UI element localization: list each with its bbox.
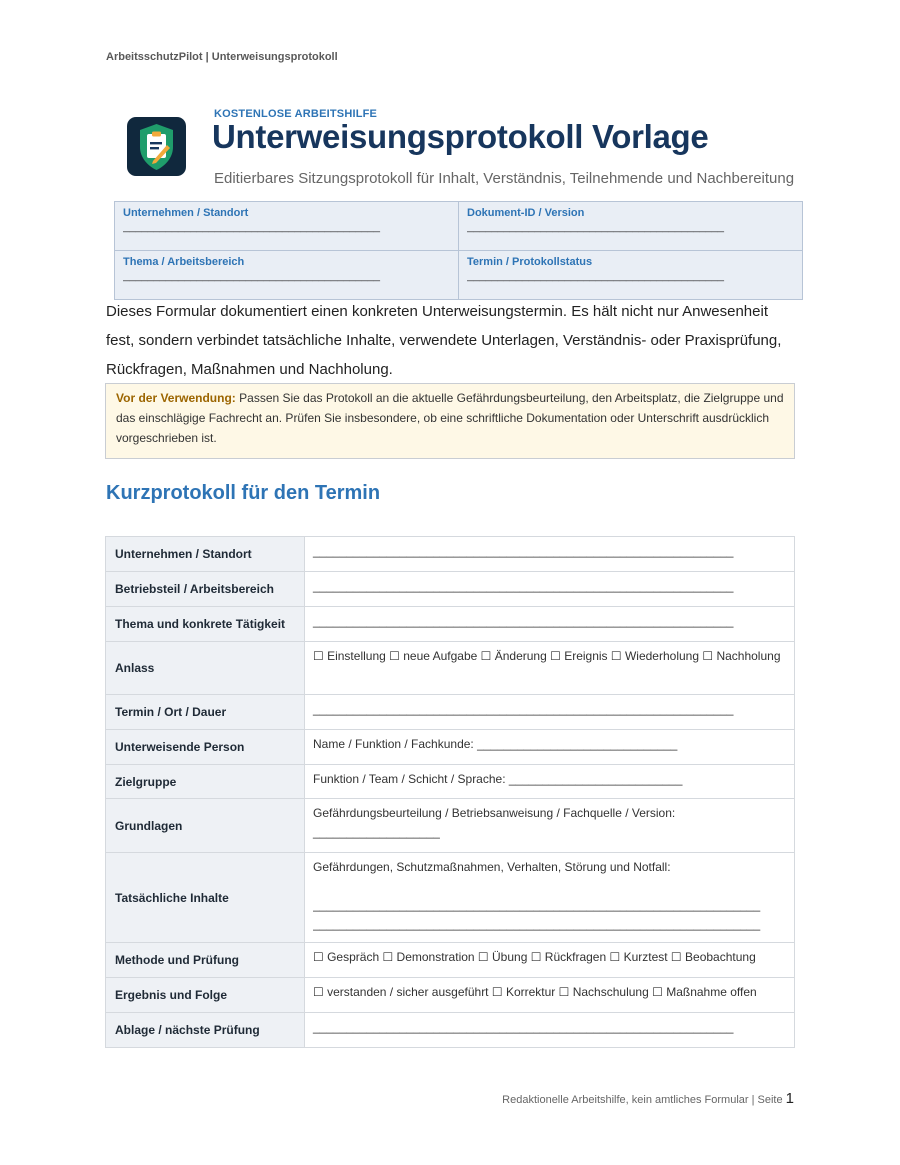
meta-docid-label: Dokument-ID / Version: [467, 207, 585, 219]
row-label-topic: Thema und konkrete Tätigkeit: [106, 607, 305, 642]
content-line-1[interactable]: ___________________________________________________________________: [313, 898, 761, 912]
row-value-date[interactable]: _______________________________________________________________: [305, 695, 795, 730]
table-row: [106, 730, 795, 765]
footer-text: Redaktionelle Arbeitshilfe, kein amtliches Formular | Seite: [502, 1094, 783, 1106]
meta-date-label: Termin / Protokollstatus: [467, 256, 593, 268]
row-value-company[interactable]: _______________________________________________________________: [305, 537, 795, 572]
row-value-content[interactable]: [305, 853, 795, 943]
running-header: ArbeitsschutzPilot | Unterweisungsprotokoll: [106, 51, 338, 63]
row-label-content: Tatsächliche Inhalte: [106, 853, 305, 943]
page-footer: [502, 1090, 794, 1107]
section-title: Kurzprotokoll für den Termin: [106, 482, 381, 504]
content-prompt: Gefährdungen, Schutzmaßnahmen, Verhalten, Störung und Notfall:: [313, 860, 671, 874]
row-value-instructor[interactable]: Name / Funktion / Fachkunde: ______________________________: [305, 730, 795, 765]
meta-company-label: Unternehmen / Standort: [123, 207, 249, 219]
row-value-group[interactable]: Funktion / Team / Schicht / Sprache: __________________________: [305, 765, 795, 799]
table-row: [106, 607, 795, 642]
row-label-date: Termin / Ort / Dauer: [106, 695, 305, 730]
table-row: [106, 799, 795, 853]
content-line-2[interactable]: ___________________________________________________________________: [313, 917, 761, 931]
row-label-reason: Anlass: [106, 642, 305, 695]
document-title: Unterweisungsprotokoll Vorlage: [212, 118, 709, 155]
document-meta-table: [114, 201, 803, 300]
row-value-area[interactable]: _______________________________________________________________: [305, 572, 795, 607]
row-label-group: Zielgruppe: [106, 765, 305, 799]
row-value-filing[interactable]: _______________________________________________________________: [305, 1013, 795, 1048]
usage-notice: [105, 383, 795, 459]
table-row: [106, 943, 795, 978]
table-row: [106, 765, 795, 799]
row-value-topic[interactable]: _______________________________________________________________: [305, 607, 795, 642]
row-label-method: Methode und Prüfung: [106, 943, 305, 978]
meta-docid-line[interactable]: __________________________________________: [467, 221, 724, 233]
page-number: 1: [785, 1090, 794, 1107]
row-value-result[interactable]: ☐ verstanden / sicher ausgeführt ☐ Korrektur ☐ Nachschulung ☐ Maßnahme offen: [305, 978, 795, 1013]
eyebrow-label: KOSTENLOSE ARBEITSHILFE: [214, 108, 378, 120]
meta-topic-field[interactable]: [115, 251, 459, 300]
meta-topic-label: Thema / Arbeitsbereich: [123, 256, 245, 268]
meta-company-line[interactable]: __________________________________________: [123, 221, 380, 233]
row-label-area: Betriebsteil / Arbeitsbereich: [106, 572, 305, 607]
table-row: [106, 853, 795, 943]
table-row: [106, 537, 795, 572]
table-row: [106, 978, 795, 1013]
meta-company-field[interactable]: [115, 202, 459, 251]
row-label-instructor: Unterweisende Person: [106, 730, 305, 765]
row-label-filing: Ablage / nächste Prüfung: [106, 1013, 305, 1048]
meta-date-line[interactable]: __________________________________________: [467, 270, 724, 282]
row-label-company: Unternehmen / Standort: [106, 537, 305, 572]
row-value-method[interactable]: ☐ Gespräch ☐ Demonstration ☐ Übung ☐ Rückfragen ☐ Kurztest ☐ Beobachtung: [305, 943, 795, 978]
meta-topic-line[interactable]: __________________________________________: [123, 270, 380, 282]
clipboard-shield-icon: [127, 117, 186, 176]
row-label-basis: Grundlagen: [106, 799, 305, 853]
meta-docid-field[interactable]: [459, 202, 803, 251]
protocol-table: [105, 536, 795, 1048]
row-label-result: Ergebnis und Folge: [106, 978, 305, 1013]
table-row: [106, 572, 795, 607]
notice-label: Vor der Verwendung:: [116, 391, 236, 405]
meta-date-field[interactable]: [459, 251, 803, 300]
table-row: [106, 695, 795, 730]
notice-text: Passen Sie das Protokoll an die aktuelle Gefährdungsbeurteilung, den Arbeitsplatz, die Zielgruppe und das einschlägige Fachrecht an. Prüfen Sie insbesondere, ob eine schriftliche Dokumentation oder Unterschrift ausdrücklich vorgeschrieben ist.: [116, 391, 784, 445]
intro-paragraph: Dieses Formular dokumentiert einen konkreten Unterweisungstermin. Es hält nicht nur Anwesenheit fest, sondern verbindet tatsächliche Inhalte, verwendete Unterlagen, Verständnis- oder Praxisprüfung, Rückfragen, Maßnahmen und Nachholung.: [106, 303, 782, 378]
document-subtitle: Editierbares Sitzungsprotokoll für Inhalt, Verständnis, Teilnehmende und Nachbereitung: [214, 170, 795, 187]
table-row: [106, 642, 795, 695]
table-row: [106, 1013, 795, 1048]
row-value-basis[interactable]: Gefährdungsbeurteilung / Betriebsanweisung / Fachquelle / Version: ___________________: [305, 799, 795, 853]
row-value-reason[interactable]: ☐ Einstellung ☐ neue Aufgabe ☐ Änderung ☐ Ereignis ☐ Wiederholung ☐ Nachholung: [305, 642, 795, 695]
